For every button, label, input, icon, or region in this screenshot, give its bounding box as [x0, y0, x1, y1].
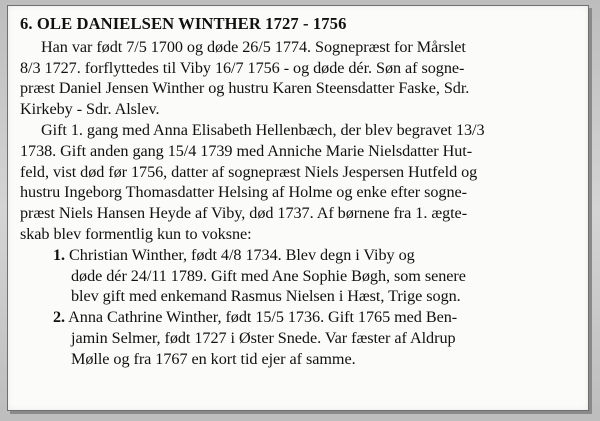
- child-entry-1: [20, 245, 586, 307]
- text-line: skab blev formentlig kun to voksne:: [20, 224, 252, 243]
- paragraph-marriages: [20, 120, 586, 245]
- child-line: [20, 307, 586, 328]
- text-line: Kirkeby - Sdr. Alslev.: [20, 100, 160, 119]
- child-entry-2: [20, 307, 586, 369]
- text-line: blev gift med enkemand Rasmus Nielsen i Hæst, Trige sogn.: [71, 287, 461, 306]
- text-line: Anna Cathrine Winther, født 15/5 1736. Gift 1765 med Ben-: [68, 308, 458, 327]
- child-line: [20, 245, 586, 266]
- document-body: [20, 14, 586, 370]
- document-page: [7, 5, 589, 411]
- text-line: præst Daniel Jensen Winther og hustru Karen Steensdatter Faske, Sdr.: [20, 79, 470, 98]
- text-line: Gift 1. gang med Anna Elisabeth Hellenbæch, der blev begravet 13/3: [41, 120, 485, 139]
- child-number: 2.: [53, 308, 66, 327]
- text-line: Han var født 7/5 1700 og døde 26/5 1774. Sognepræst for Mårslet: [41, 37, 466, 56]
- text-line: 8/3 1727. forflyttedes til Viby 16/7 1756 - og døde dér. Søn af sogne-: [20, 58, 465, 77]
- text-line: feld, vist død før 1756, datter af sognepræst Niels Jespersen Hutfeld og: [20, 162, 478, 181]
- text-line: døde dér 24/11 1789. Gift med Ane Sophie Bøgh, som senere: [71, 266, 466, 285]
- section-heading: 6. OLE DANIELSEN WINTHER 1727 - 1756: [20, 14, 347, 33]
- text-line: jamin Selmer, født 1727 i Øster Snede. Var fæster af Aldrup: [71, 328, 456, 347]
- text-line: hustru Ingeborg Thomasdatter Helsing af Holme og enke efter sogne-: [20, 183, 467, 202]
- child-number: 1.: [53, 245, 66, 264]
- text-line: præst Niels Hansen Heyde af Viby, død 1737. Af børnene fra 1. ægte-: [20, 204, 468, 223]
- paragraph-biography: [20, 37, 586, 120]
- text-line: 1738. Gift anden gang 15/4 1739 med Anniche Marie Nielsdatter Hut-: [20, 141, 473, 160]
- text-line: Christian Winther, født 4/8 1734. Blev degn i Viby og: [69, 245, 415, 264]
- text-line: Mølle og fra 1767 en kort tid ejer af samme.: [71, 349, 356, 368]
